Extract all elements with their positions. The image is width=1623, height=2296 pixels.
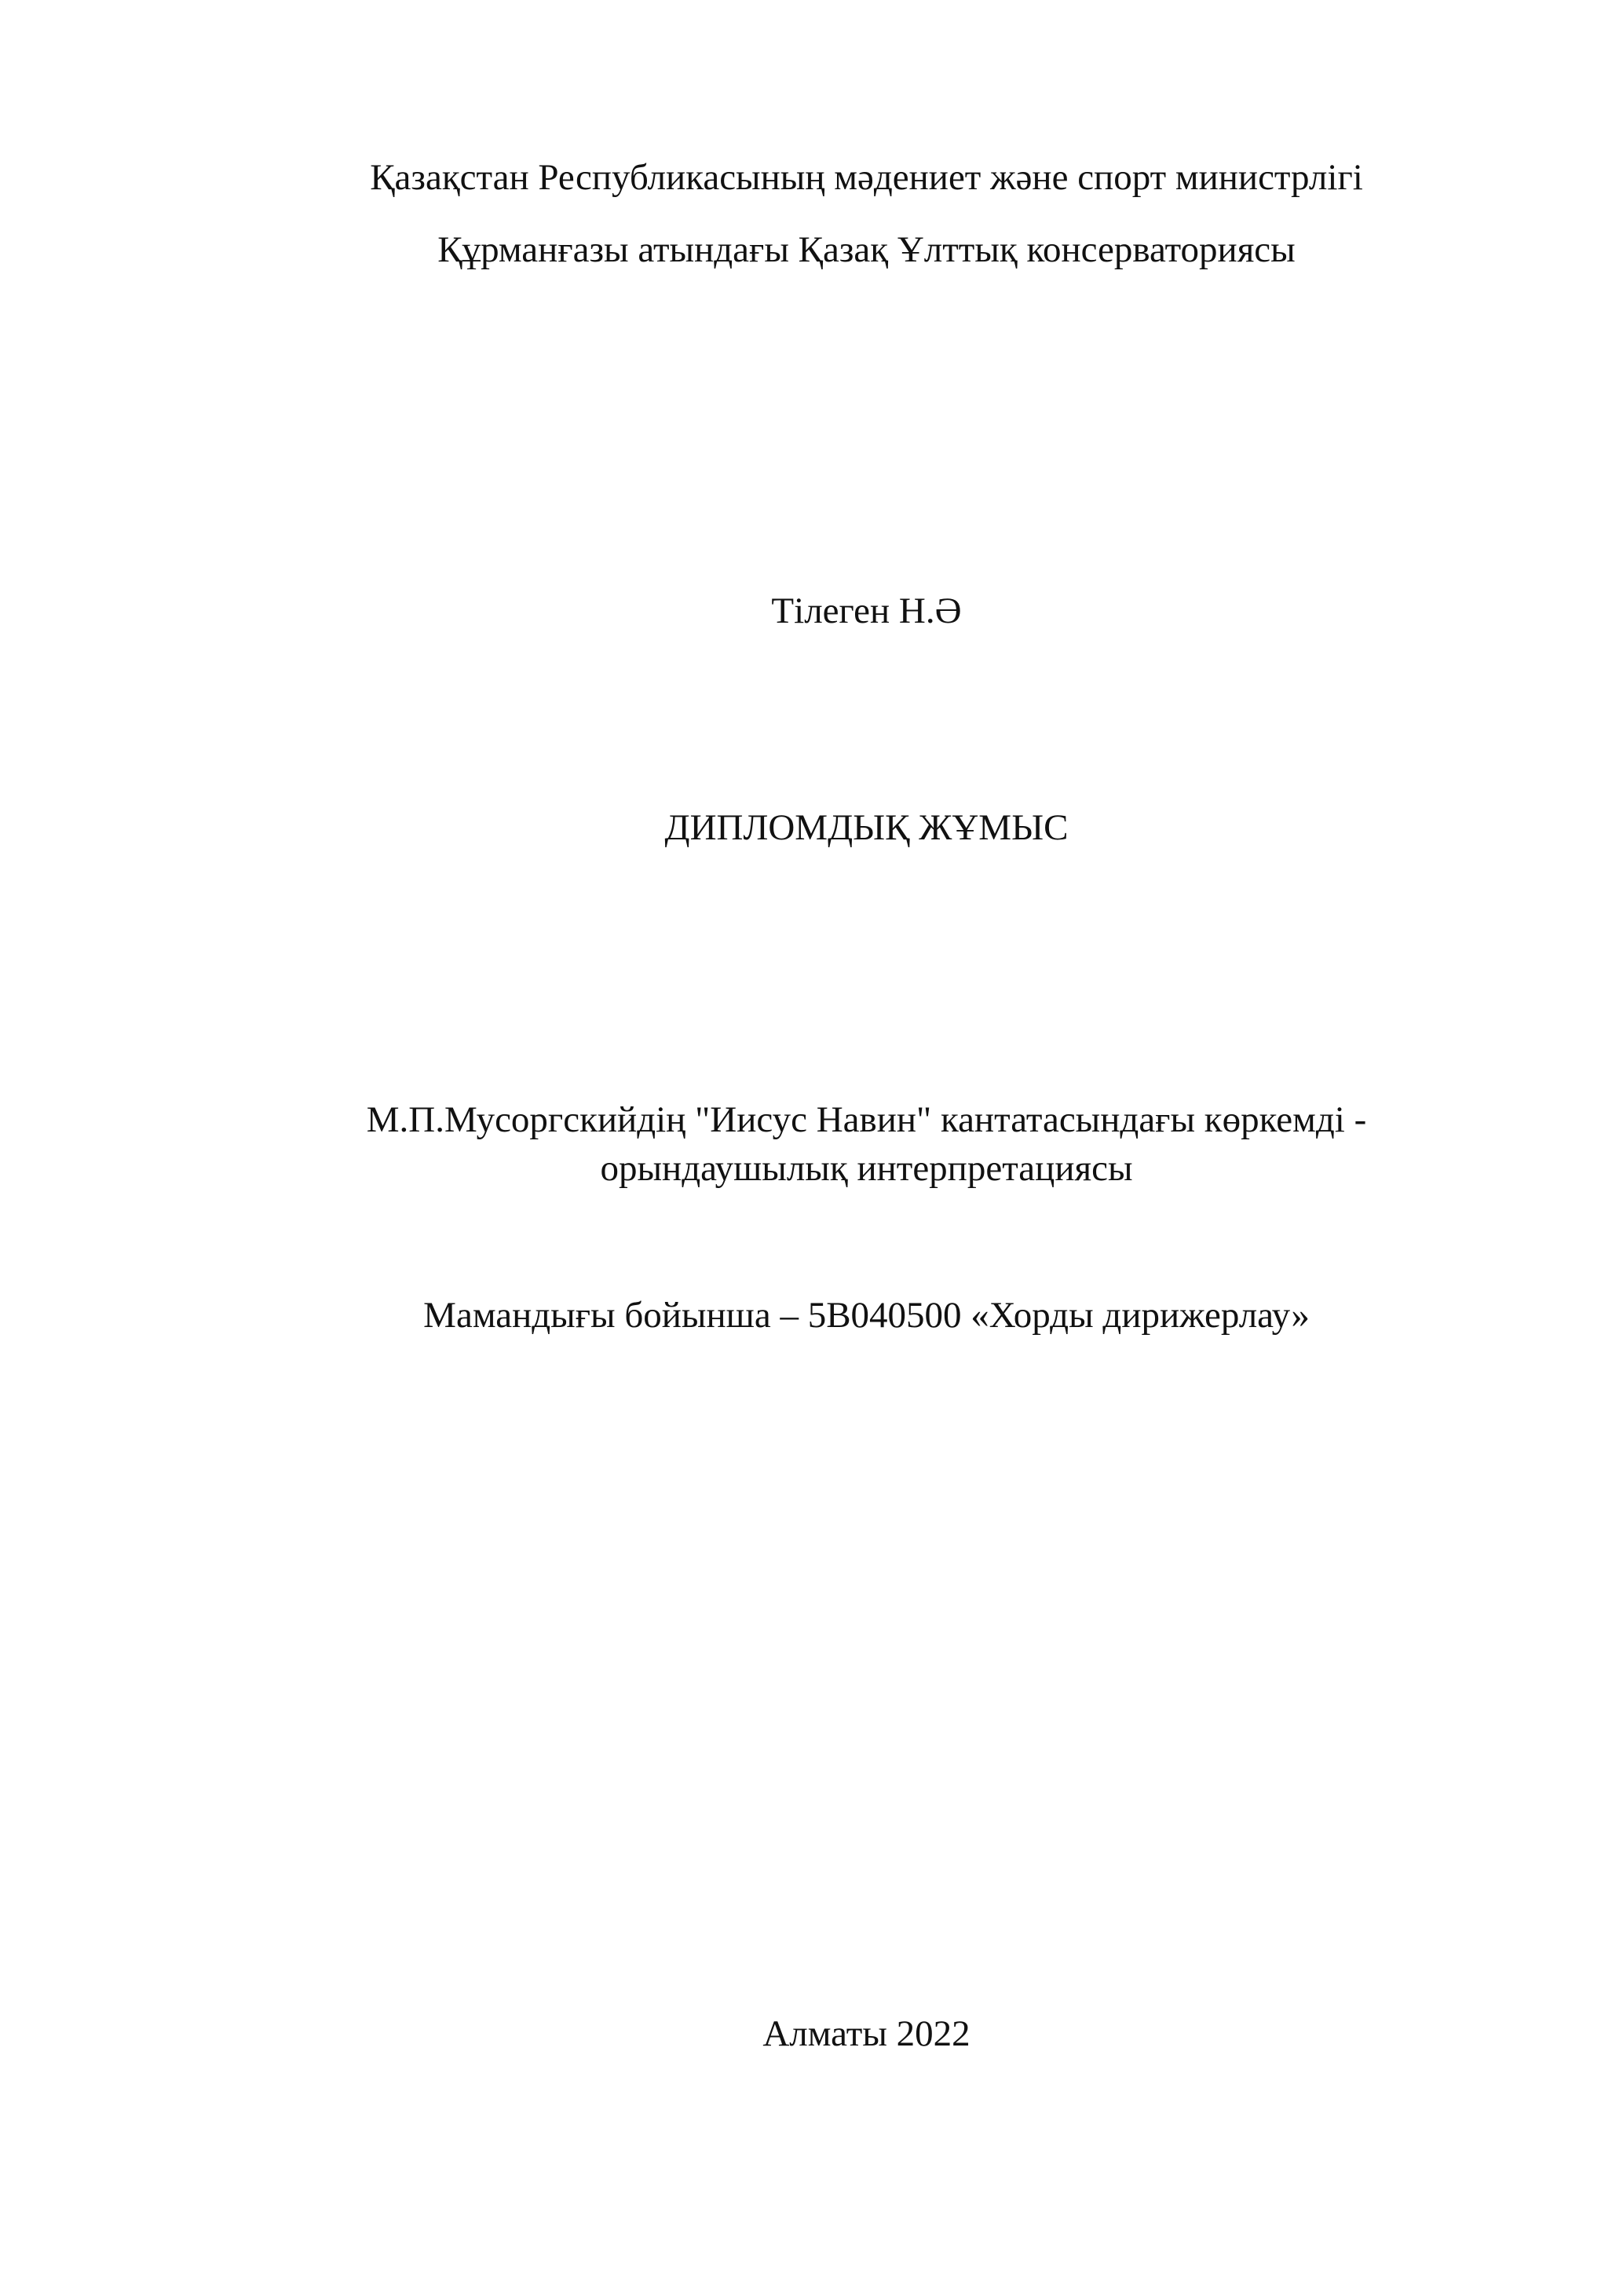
specialty-line: Мамандығы бойынша – 5В040500 «Хорды дирижерлау» bbox=[423, 1295, 1310, 1336]
thesis-topic-line-2: орындаушылық интерпретациясы bbox=[600, 1148, 1133, 1189]
author-name: Тілеген Н.Ә bbox=[771, 590, 962, 631]
ministry-name: Қазақстан Республикасының мәдениет және спорт министрлігі bbox=[370, 157, 1363, 198]
thesis-topic-line-1: М.П.Мусоргскийдің "Иисус Навин" кантатасындағы көркемді - bbox=[366, 1099, 1367, 1140]
city-year: Алматы 2022 bbox=[762, 2013, 971, 2054]
work-type-heading: ДИПЛОМДЫҚ ЖҰМЫС bbox=[664, 807, 1069, 848]
conservatory-name: Құрманғазы атындағы Қазақ Ұлттық консерваториясы bbox=[437, 229, 1296, 270]
